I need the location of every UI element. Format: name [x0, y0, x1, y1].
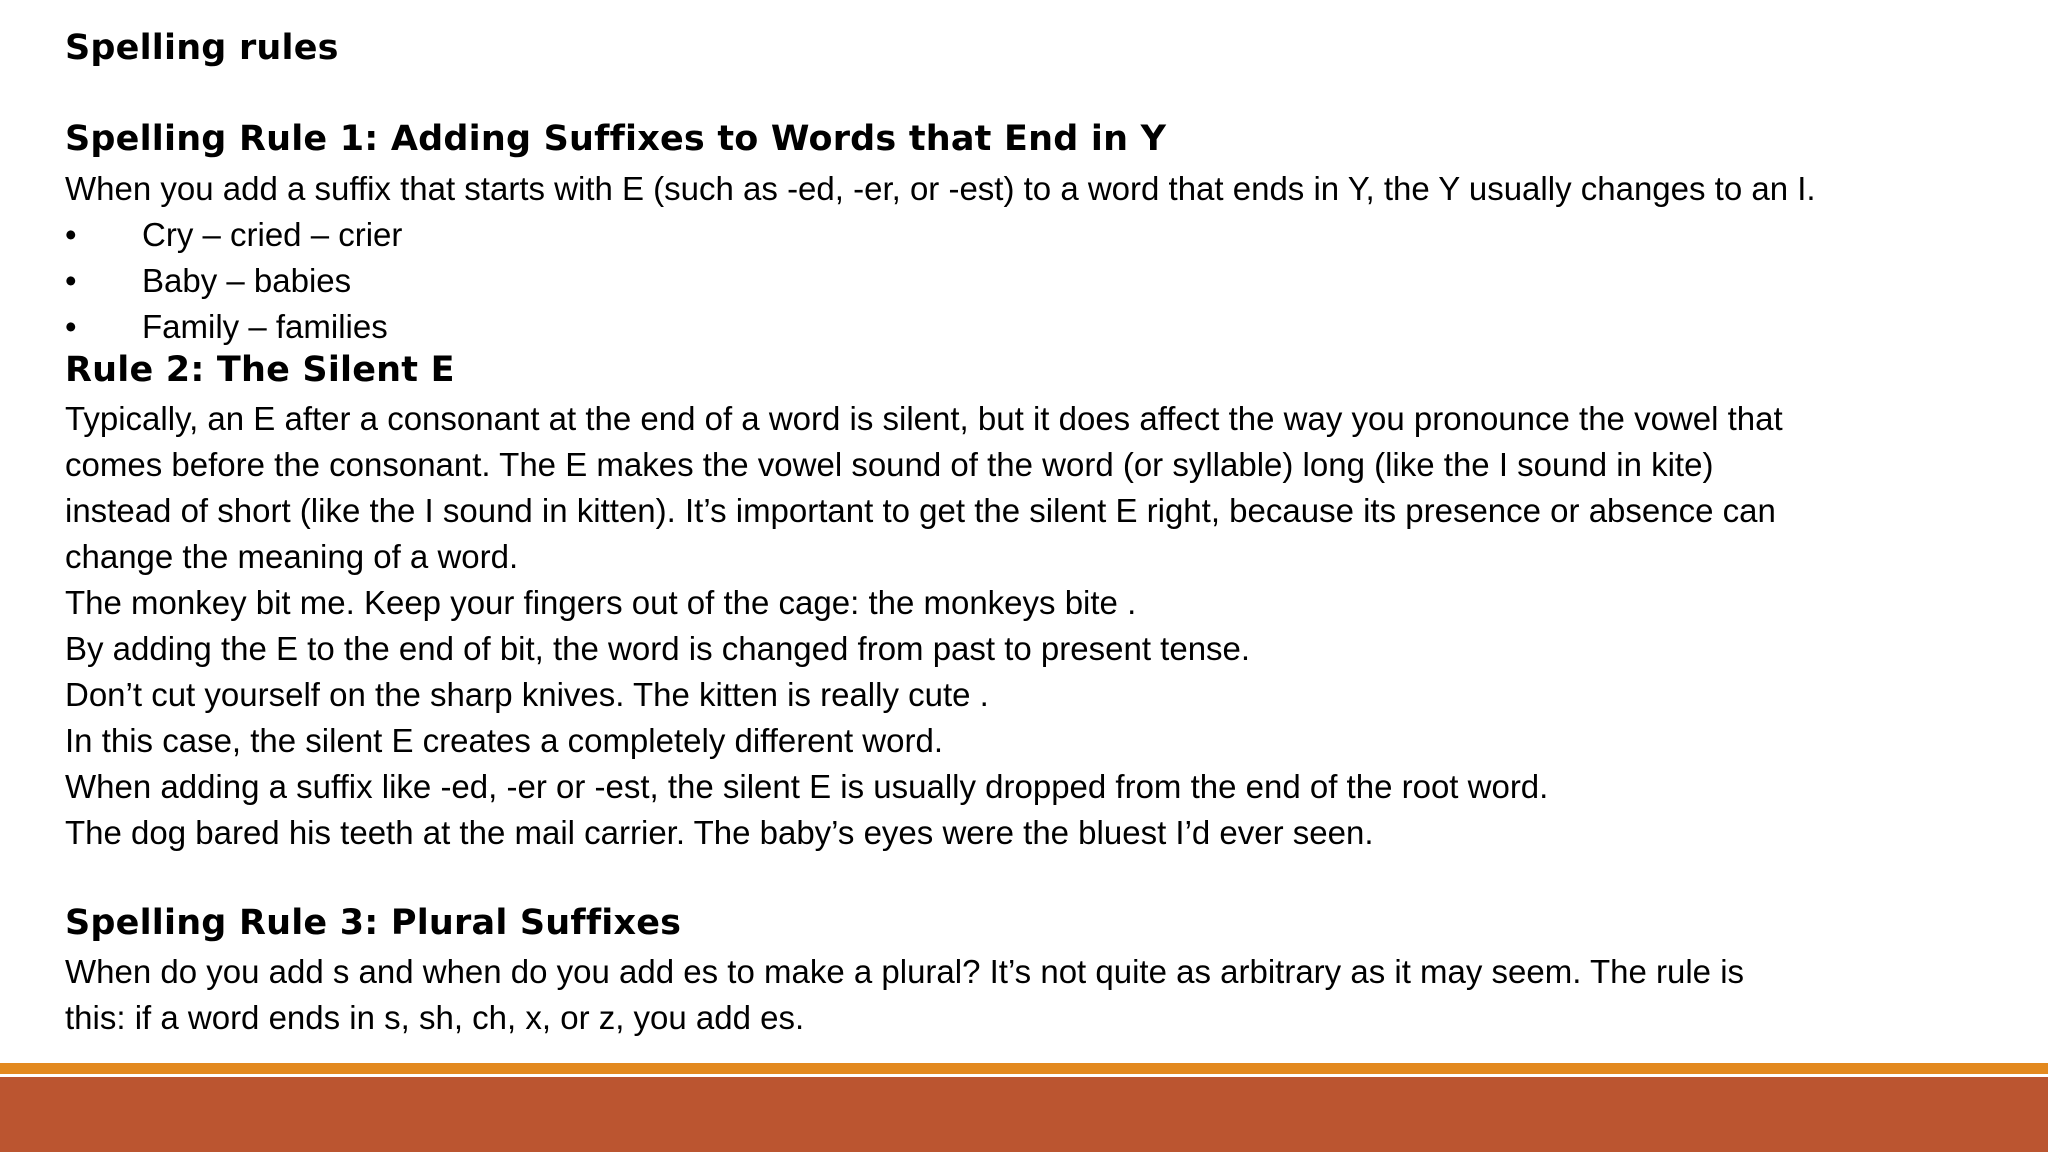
bullet-icon: • — [65, 262, 77, 299]
page-title: Spelling rules — [65, 28, 339, 68]
rule3-heading: Spelling Rule 3: Plural Suffixes — [65, 903, 682, 943]
rule1-heading: Spelling Rule 1: Adding Suffixes to Words that End in Y — [65, 119, 1167, 159]
rule2-example-line: The monkey bit me. Keep your fingers out of the cage: the monkeys bite . — [65, 584, 1137, 621]
list-item — [65, 216, 402, 254]
list-item-text: Family – families — [142, 308, 388, 345]
list-item — [65, 308, 388, 346]
footer-accent-line — [0, 1063, 2048, 1074]
footer-bar — [0, 1077, 2048, 1152]
rule2-paragraph-line: comes before the consonant. The E makes the vowel sound of the word (or syllable) long (like the I sound in kite) — [65, 446, 1714, 483]
rule2-explanation-line: By adding the E to the end of bit, the word is changed from past to present tense. — [65, 630, 1251, 667]
bullet-icon: • — [65, 216, 77, 253]
list-item-text: Cry – cried – crier — [142, 216, 403, 253]
rule2-heading: Rule 2: The Silent E — [65, 350, 455, 390]
list-item — [65, 262, 351, 300]
rule2-explanation-line: In this case, the silent E creates a completely different word. — [65, 722, 943, 759]
list-item-text: Baby – babies — [142, 262, 352, 299]
bullet-icon: • — [65, 308, 77, 345]
rule2-example-line: Don’t cut yourself on the sharp knives. The kitten is really cute . — [65, 676, 989, 713]
rule2-paragraph-line: instead of short (like the I sound in kitten). It’s important to get the silent E right, because its presence or absence can — [65, 492, 1776, 529]
rule3-paragraph-line: this: if a word ends in s, sh, ch, x, or z, you add es. — [65, 999, 805, 1036]
rule2-paragraph-line: change the meaning of a word. — [65, 538, 519, 575]
rule1-text: When you add a suffix that starts with E (such as -ed, -er, or -est) to a word that ends in Y, the Y usually changes to an I. — [65, 170, 1816, 207]
rule2-example-line: The dog bared his teeth at the mail carrier. The baby’s eyes were the bluest I’d ever seen. — [65, 814, 1374, 851]
rule2-explanation-line: When adding a suffix like -ed, -er or -est, the silent E is usually dropped from the end of the root word. — [65, 768, 1549, 805]
rule3-paragraph-line: When do you add s and when do you add es to make a plural? It’s not quite as arbitrary as it may seem. The rule is — [65, 953, 1745, 990]
rule2-paragraph-line: Typically, an E after a consonant at the end of a word is silent, but it does affect the way you pronounce the vowel that — [65, 400, 1783, 437]
